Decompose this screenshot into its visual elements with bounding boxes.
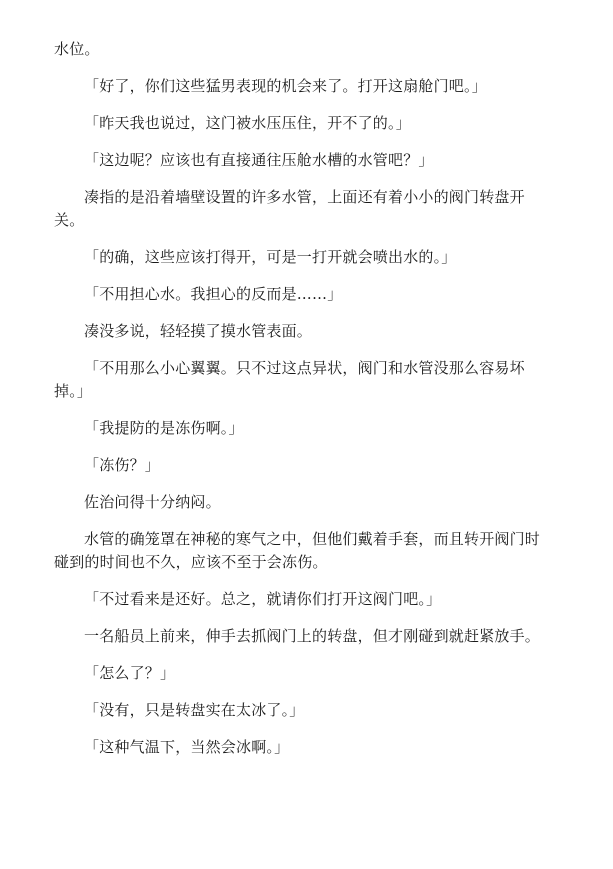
paragraph: 「冻伤？」 bbox=[84, 456, 161, 474]
paragraph: 凑没多说，轻轻摸了摸水管表面。 bbox=[84, 322, 313, 340]
paragraph: 「这种气温下，当然会冰啊。」 bbox=[84, 738, 290, 756]
paragraph: 「昨天我也说过，这门被水压压住，开不了的。」 bbox=[84, 114, 411, 132]
paragraph: 水管的确笼罩在神秘的寒气之中，但他们戴着手套，而且转开阀门时碰到的时间也不久，应该不至于会冻伤。 bbox=[54, 530, 541, 571]
paragraph: 「好了，你们这些猛男表现的机会来了。打开这扇舱门吧。」 bbox=[84, 77, 487, 95]
paragraph: 「没有，只是转盘实在太冰了。」 bbox=[84, 701, 305, 719]
paragraph: 一名船员上前来，伸手去抓阀门上的转盘，但才刚碰到就赶紧放手。 bbox=[84, 627, 541, 645]
paragraph: 「的确，这些应该打得开，可是一打开就会喷出水的。」 bbox=[84, 248, 457, 266]
paragraph: 佐治问得十分纳闷。 bbox=[84, 493, 221, 511]
paragraph: 水位。 bbox=[54, 40, 100, 58]
paragraph: 「不过看来是还好。总之，就请你们打开这阀门吧。」 bbox=[84, 590, 442, 608]
paragraph: 凑指的是沿着墙壁设置的许多水管，上面还有着小小的阀门转盘开关。 bbox=[54, 188, 525, 229]
paragraph: 「这边呢？应该也有直接通往压舱水槽的水管吧？」 bbox=[84, 151, 434, 169]
paragraph: 「我提防的是冻伤啊。」 bbox=[84, 419, 244, 437]
paragraph: 「不用那么小心翼翼。只不过这点异状，阀门和水管没那么容易坏掉。」 bbox=[54, 359, 525, 400]
paragraph: 「不用担心水。我担心的反而是……」 bbox=[84, 285, 343, 303]
paragraph: 「怎么了？」 bbox=[84, 664, 176, 682]
